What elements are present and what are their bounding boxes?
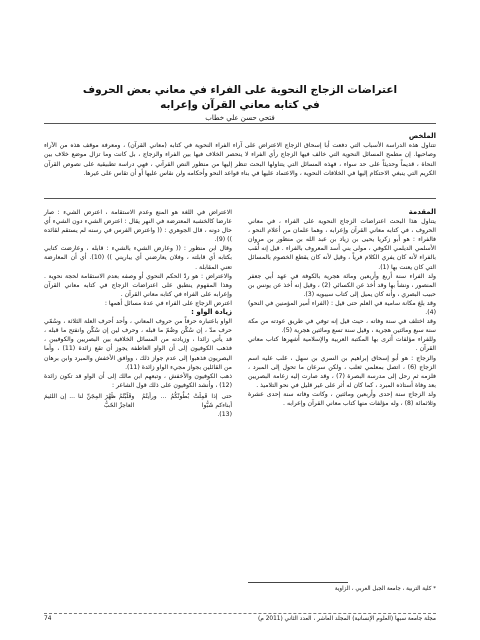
paragraph: وللفراء مؤلفات أثرى بها المكتبة العربية والإسلامية أشهرها كتاب معاني القرآن . — [248, 336, 436, 353]
paper-title — [60, 83, 420, 113]
paragraph: ولد الزجاج سنة إحدى وأربعين ومائتين ، وكانت وفاته سنة إحدى عشرة وثلاثمائة (8) ، وله مؤلفات منها كتاب معاني القرآن وإعرابه . — [248, 390, 436, 407]
page-footer — [44, 616, 436, 622]
subsection-heading: زيادة الواو : — [191, 308, 232, 317]
paragraph: يتناول هذا البحث اعتراضات الزجاج النحوية على الفراء ، في معاني الحروف ، في كتابه معاني القرآن وإعرابه ، وهما علمان من أعلام النحو ، فالفراء : هو أبو زكريا يحيى بن زياد بن عبد الله بن منظور بن مروان الأسلمي الديلمي الكوفي ، مولى بني أسد المعروف بالفراء . قيل إنه لُقب بالفراء لأنه كان يفري الكلام فرياً ، وقيل لأنه كان يقطع الخصوم بالمسائل التي كان يعنت بها (1). — [248, 218, 436, 271]
paragraph: الاعتراض في اللغة هو المنع وعدم الاستقامة ، اعترض الشيء : صار عارضا كالخشبة المعترضة في النهر يقال : اعترض الشيء دون الشيء أي حال دونه ، قال الجوهري : (( واعترض الفرس في رسنه لم يستقم لقائده )) (9). — [44, 209, 232, 244]
left-column — [44, 208, 232, 419]
paragraph: ولد الفراء سنة أربع وأربعين ومائة هجرية بالكوفة في عهد أبي جعفر المنصور ، ونشأ بها وقد أخذ عن الكسائي (2) ، وقيل إنه أخذ عن يونس بن حبيب البصري ، وأنه كان يميل إلى كتاب سيبويه (3). — [248, 272, 437, 298]
paragraph: ذهب الكوفيون والأخفش ، وتبعهم ابن مالك إلى أن الواو قد تكون زائدة (12) ، وأنشد الكوفيون على ذلك قول الشاعر : — [44, 372, 232, 389]
paragraph: وقد اختلف في سنة وفاته ، حيث قيل إنه توفي في طريق عودته من مكة سنة سبع ومائتين هجرية ، وقيل سنة تسع ومائتين هجرية (5). — [248, 318, 436, 335]
author-name: فتحي حسن علي خطاب — [205, 114, 275, 122]
top-divider — [44, 123, 436, 124]
paragraph: اعترض الزجاج على الفراء في عدة مسائل أهمها : — [104, 299, 232, 307]
right-column — [248, 208, 436, 408]
journal-reference: مجلة جامعة سبها (العلوم الإنسانية) المجلد العاشر ، العدد الثاني (2011 م) — [257, 616, 436, 622]
abstract-heading: الملخص — [408, 132, 436, 140]
footnote: * كلية التربية ، جامعة الجبل الغربي ، الزاوية — [334, 586, 436, 592]
paragraph: والاعتراض : هو ردّ الحكم النحوي أو وصفه بعدم الاستقامة لحجة نحوية . وهذا المفهوم ينطبق على اعتراضات الزجاج في كتابه معاني القرآن وإعرابه على الفراء في كتابه معاني القرآن . — [44, 272, 232, 298]
paragraph: والزجاج : هو أبو إسحاق إبراهيم بن السري بن سهل ، غلب عليه اسم الزجاج (6) ، اتصل بمعلمي ثعلب ، ولكن سرعان ما تحول إلى المبرد ، فلزمه ثم رحل إلى مدرسة البصرة (7) ، وقد صارت إليه زعامة البصريين بعد وفاة أستاذه المبرد ، كما كان له أثر على غير قليل في نحو التلاميذ . — [248, 354, 436, 389]
poem-verse — [44, 392, 232, 410]
paragraph: وقد بلغ مكانة سامية في العلم حتى قيل : (الفراء أمير المؤمنين في النحو) (4). — [248, 299, 436, 317]
paragraph: وقال ابن منظور : (( وعارض الشيء بالشيء : قابله ، وعارضت كتابي بكتابه أي قابلته ، وفلان يعارضني أي يباريني )) (10). أي أن المعارضة تعني المقابلة . — [44, 245, 232, 271]
poem-hemistich-left: وقَلَبْتُمُ ظَهْرَ المِجَنِّ لنا ... إن اللئيمَ العاجزُ الخَبُّ — [44, 392, 135, 409]
citation: (13). — [217, 411, 232, 419]
introduction-heading: المقدمة — [408, 208, 436, 216]
title-line-1: اعتراضات الزجاج النحوية على الفراء في معاني بعض الحروف — [82, 84, 398, 96]
abstract-text: تتناول هذه الدراسة الأسباب التي دفعت أبا إسحاق الزجاج الاعتراض على آراء الفراء النحوية في كتابه (معاني القرآن) ، ومعرفة موقف هذه من الآراء وصاحبها. إن مطمح المسائل النحوية التي خالف فيها الزجاج رأي الفراء لا ينحصر الخلاف فيها بين الفراء والزجاج ، بل كانت وما تزال موضع خلاف بين النحاة ، قديماً وحديثاً على حد سواء ، فهذه المسائل التي يتناولها البحث تنظر إليها من منظور النص القرآني ، فهي دراسة تطبيقية على نصوص القرآن الكريم التي ينبغي الاحتكام إليها في الخلافات النحوية ، والاعتماد عليها في بناء قواعد النحو وأحكامه ولن نقاس عليها أو أن تقاس على غيرها. — [44, 142, 436, 177]
footnote-divider — [248, 582, 348, 583]
paragraph: الواو باعتباره حرفاً من حروف المعاني ، وأحد أحرف العلة الثلاثة ، وسُمّي حرف مدّ ، إن سُكّن وضُمّ ما قبله ، وحرف لين إن سُكّن وانفتح ما قبله ، قد يأتي زائدا ، وزيادته من المسائل الخلافية بين البصريين والكوفيين ، فذهب الكوفيون إلى أن الواو العاطفة يجوز أن تقع زائدة (11) ، وأما البصريون فذهبوا إلى عدم جواز ذلك ، ووافق الأخفش والمبرد وابن برهان من القائلين بجواز مجيء الواو زائدة (11). — [44, 318, 232, 371]
title-line-2: في كتابه معاني القرآن وإعرابه — [160, 99, 320, 111]
page-number: 74 — [44, 616, 52, 622]
abstract-divider — [44, 198, 436, 199]
footer-divider — [44, 613, 436, 614]
poem-hemistich-right: حتى إذا قَمِلَتْ بُطُونُكُمُ ... ورأيتُمُ أبناءكم شَبُّوا — [141, 392, 232, 409]
abstract — [44, 132, 436, 178]
